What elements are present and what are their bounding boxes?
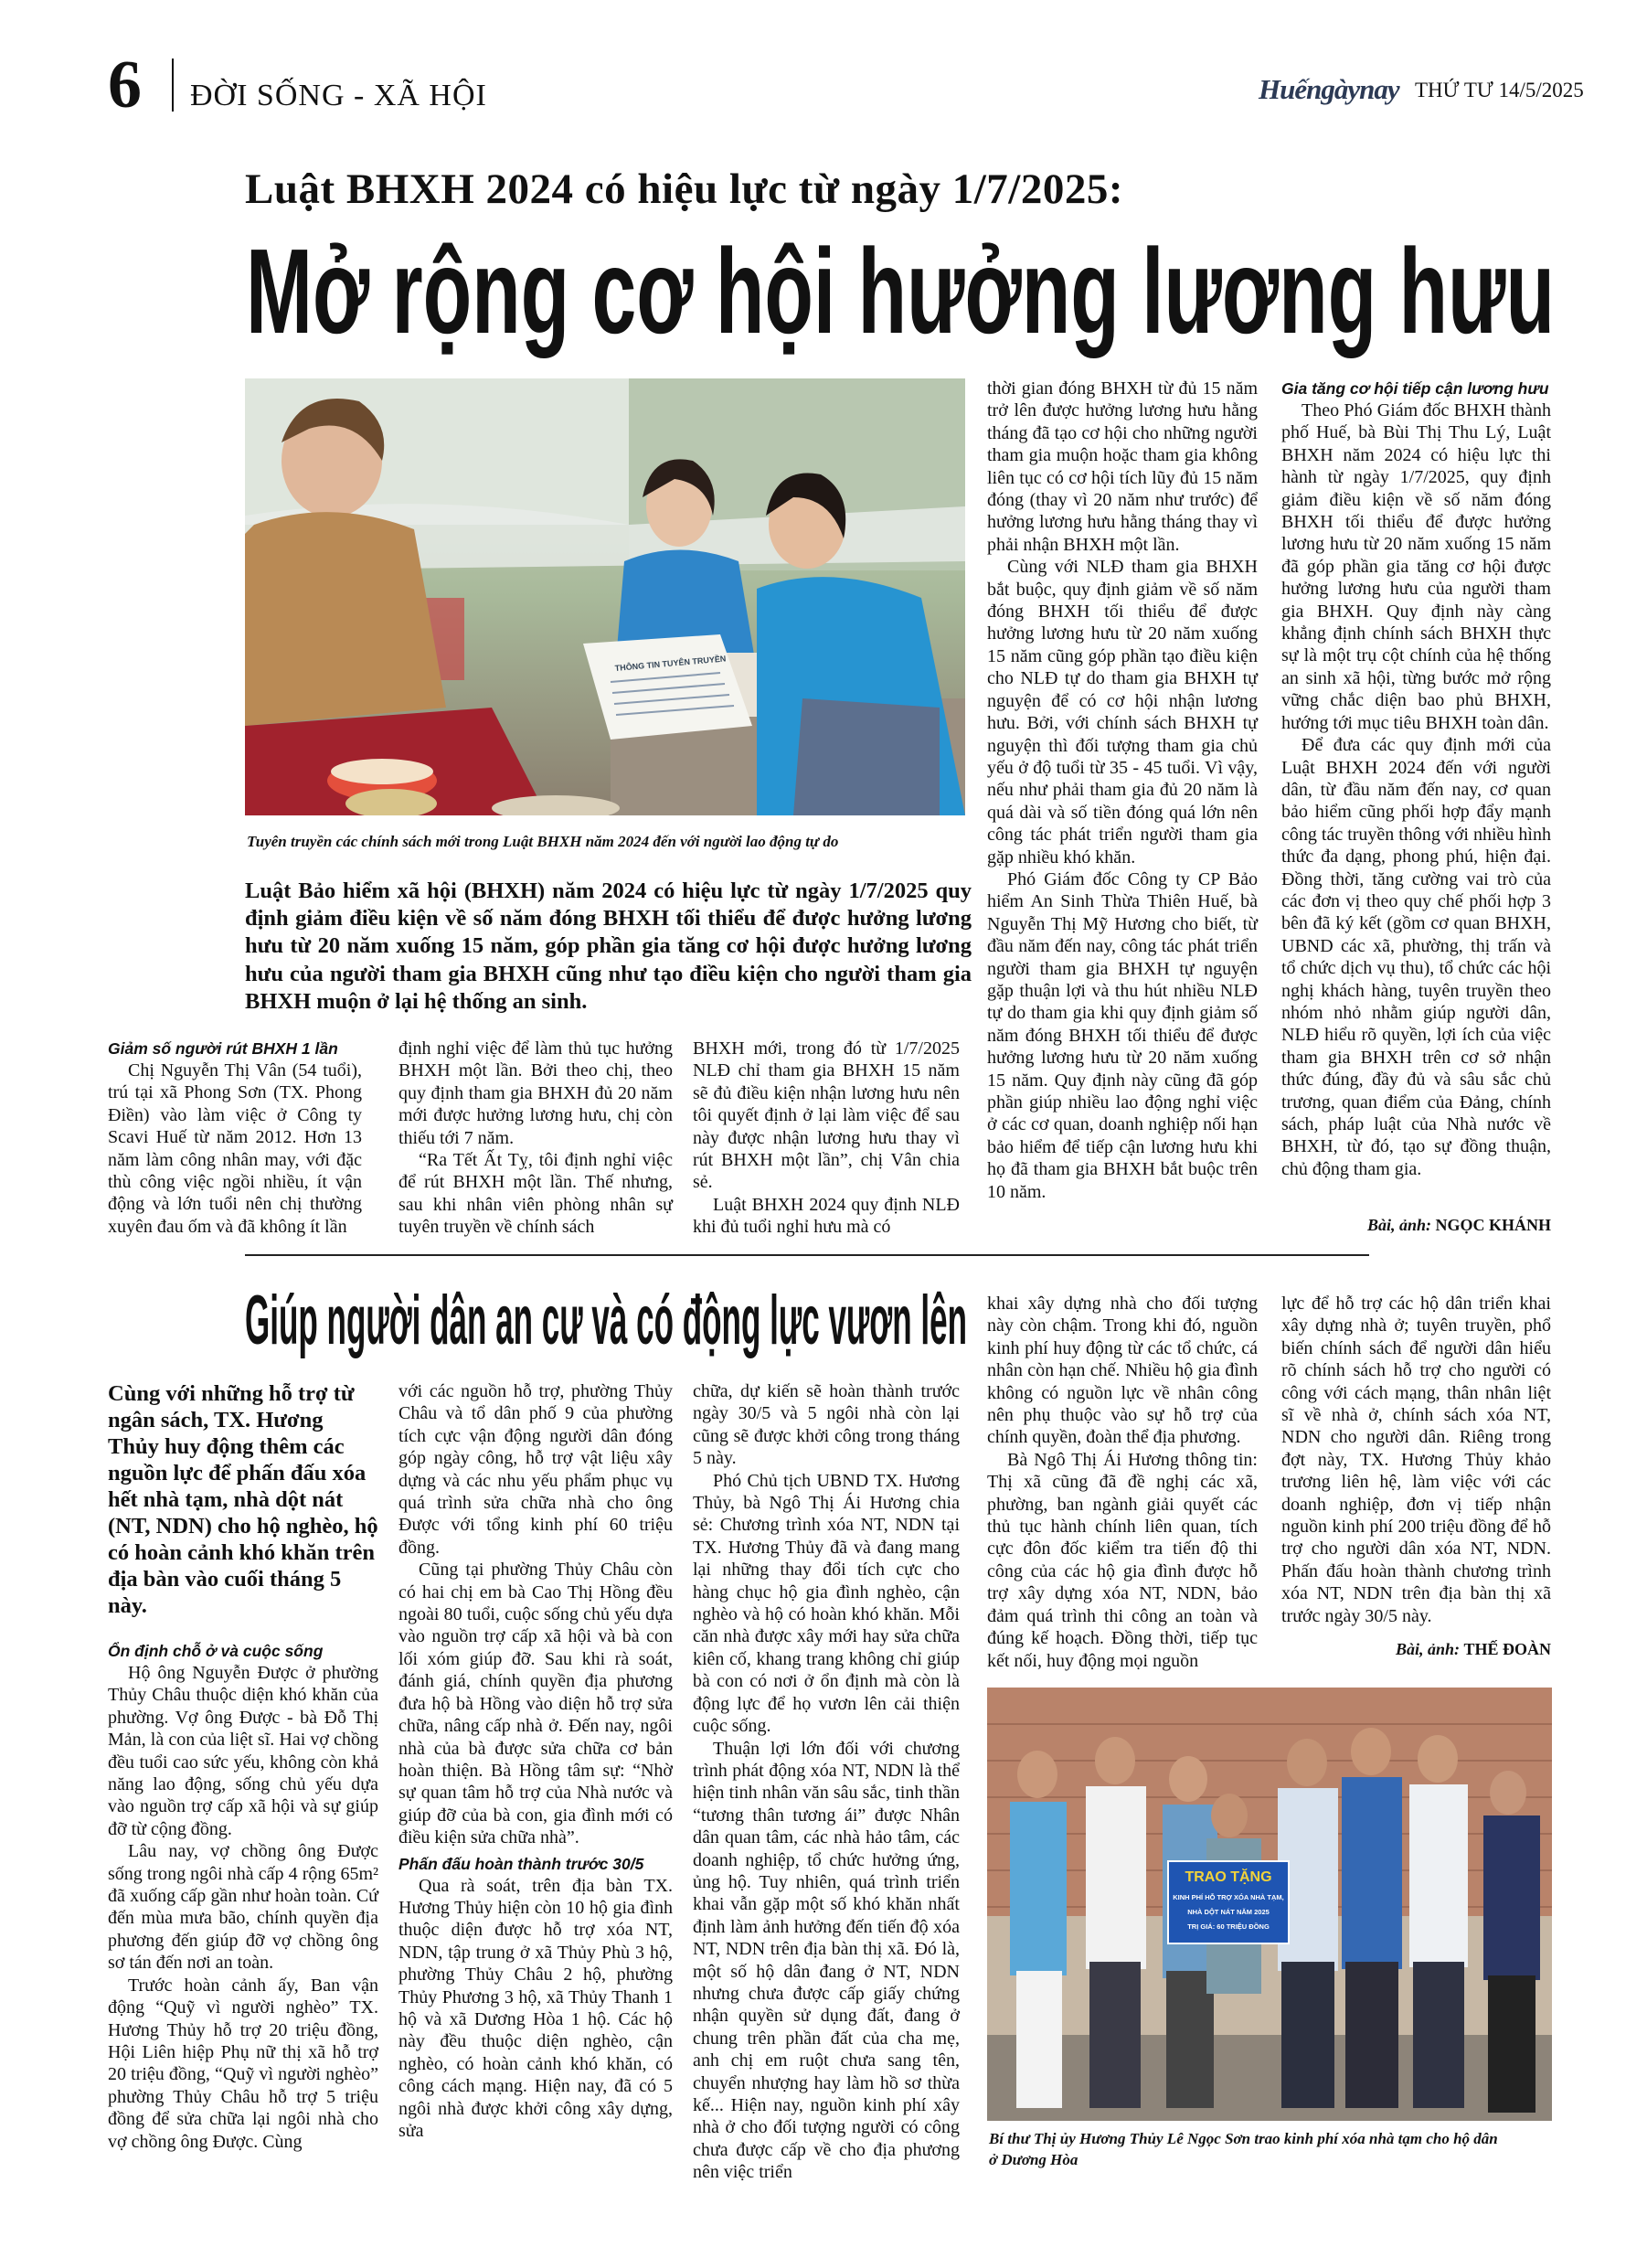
article1-col5	[1281, 378, 1551, 1180]
article2-col3	[693, 1380, 960, 2184]
paragraph: khai xây dựng nhà cho đối tượng này còn chậm. Trong khi đó, nguồn kinh phí huy động từ các tổ chức, cá nhân còn hạn chế. Nhiều hộ gia đình không có nguồn lực về nhân công nên phụ thuộc vào sự hỗ trợ của chính quyền, đoàn thể địa phương.	[987, 1294, 1258, 1448]
issue-date: THỨ TƯ 14/5/2025	[1415, 79, 1584, 101]
photo-interview-illustration	[245, 378, 965, 815]
subheading: Ổn định chỗ ở và cuộc sống	[108, 1642, 324, 1660]
article2-col1	[108, 1640, 378, 2153]
paragraph: “Ra Tết Ất Tỵ, tôi định nghỉ việc để rút BHXH một lần. Thế nhưng, sau khi nhân viên phòng nhân sự tuyên truyền về chính sách	[398, 1150, 673, 1238]
paragraph: Hộ ông Nguyễn Được ở phường Thủy Châu thuộc diện khó khăn của phường. Vợ ông Được - bà Đỗ Thị Mản, là con của liệt sĩ. Hai vợ chồng đều tuổi cao sức yếu, không còn khả năng lao động, sống chủ yếu dựa vào nguồn trợ cấp xã hội và sự giúp đỡ từ cộng đồng.	[108, 1663, 378, 1839]
article2-credit	[1281, 1640, 1551, 1659]
credit-prefix: Bài, ảnh:	[1395, 1640, 1460, 1658]
paragraph: BHXH mới, trong đó từ 1/7/2025 NLĐ chỉ tham gia BHXH 15 năm sẽ đủ điều kiện nhận lương hưu nên tôi quyết định ở lại làm việc để sau này được nhận lương hưu thay vì rút BHXH một lần”, chị Vân chia sẻ.	[693, 1038, 960, 1193]
credit-name: THẾ ĐOÀN	[1463, 1640, 1551, 1658]
banner-line1: TRAO TẶNG	[1185, 1869, 1272, 1885]
subheading: Giảm số người rút BHXH 1 lần	[108, 1039, 338, 1058]
photo-handover-illustration	[987, 1688, 1552, 2121]
paragraph: Lâu nay, vợ chồng ông Được sống trong ngôi nhà cấp 4 rộng 65m² đã xuống cấp gần như hoàn toàn. Cứ đến mùa mưa bão, chính quyền địa phương đến giúp đỡ vợ chồng ông sơ tán đến nơi an toàn.	[108, 1841, 378, 1974]
article-separator	[245, 1254, 1369, 1256]
paragraph: Trước hoàn cảnh ấy, Ban vận động “Quỹ vì người nghèo” TX. Hương Thủy hỗ trợ 20 triệu đồng, Hội Liên hiệp Phụ nữ thị xã hỗ trợ 20 triệu đồng, “Quỹ vì người nghèo” phường Thủy Châu hỗ trợ 5 triệu đồng để sửa chữa lại ngôi nhà cho vợ chồng ông Được. Cùng	[108, 1975, 378, 2152]
article1-col1	[108, 1038, 362, 1238]
article1-col2	[398, 1038, 673, 1239]
article2-col4	[987, 1293, 1258, 1672]
paragraph: với các nguồn hỗ trợ, phường Thủy Châu và tổ dân phố 9 của phường tích cực vận động người dân đóng góp ngày công, hỗ trợ vật liệu xây dựng và các nhu yếu phẩm phục vụ quá trình sửa chữa nhà cho ông Được với tổng kinh phí 60 triệu đồng.	[398, 1381, 673, 1558]
paragraph: chữa, dự kiến sẽ hoàn thành trước ngày 30/5 và 5 ngôi nhà còn lại cũng sẽ được khởi công trong tháng 5 này.	[693, 1381, 960, 1469]
paragraph: Thuận lợi lớn đối với chương trình phát động xóa NT, NDN là thể hiện tinh nhân văn sâu sắc, tinh thần “tương thân tương ái” được Nhân dân quan tâm, các nhà hảo tâm, các doanh nghiệp, tổ chức hưởng ứng, ủng hộ. Tuy nhiên, quá trình triển khai vẫn gặp một số khó khăn nhất định làm ảnh hưởng đến tiến độ xóa NT, NDN trên địa bàn thị xã. Đó là, một số hộ dân đang ở NT, NDN nhưng chưa được cấp giấy chứng nhận quyền sử dụng đất, đang ở chung trên phần đất của cha mẹ, anh chị em ruột chưa sang tên, chuyển nhượng hay làm hồ sơ thừa kế... Hiện nay, nguồn kinh phí xây nhà ở cho đối tượng người có công chưa được cấp về cho địa phương nên việc triển	[693, 1738, 960, 2183]
section-name: ĐỜI SỐNG - XÃ HỘI	[190, 79, 487, 112]
title-text: Giúp người dân an cư và có động lực vươn lên	[245, 1282, 967, 1359]
article1-lead: Luật Bảo hiểm xã hội (BHXH) năm 2024 có hiệu lực từ ngày 1/7/2025 quy định giảm điều kiện về số năm đóng BHXH tối thiểu để được hưởng lương hưu từ 20 năm xuống 15 năm, góp phần gia tăng cơ hội được hưởng lương hưu của người tham gia BHXH cũng như tạo điều kiện cho người tham gia BHXH muộn ở lại hệ thống an sinh.	[245, 878, 972, 1014]
banner-line3: NHÀ DỘT NÁT NĂM 2025	[1187, 1908, 1270, 1916]
article1-col3	[693, 1038, 960, 1239]
title-svg	[243, 1276, 969, 1358]
article1-col4	[987, 378, 1258, 1203]
article1-credit	[1281, 1216, 1551, 1235]
paragraph: lực để hỗ trợ các hộ dân triển khai xây dựng nhà ở; tuyên truyền, phổ biến chính sách để người dân hiểu rõ chính sách hỗ trợ cho người có công với cách mạng, thân nhân liệt sĩ về nhà ở, chính sách xóa NT, NDN cho người dân. Riêng trong đợt này, TX. Hương Thủy khảo trương liên hệ, làm việc với các doanh nghiệp, đơn vị tiếp nhận nguồn kinh phí 200 triệu đồng để hỗ trợ cho người dân xóa NT, NDN. Phấn đấu hoàn thành chương trình xóa NT, NDN trên địa bàn thị xã trước ngày 30/5 này.	[1281, 1294, 1551, 1626]
subheading: Phấn đấu hoàn thành trước 30/5	[398, 1854, 644, 1873]
paragraph: định nghỉ việc để làm thủ tục hưởng BHXH một lần. Bởi theo chị, theo quy định tham gia BHXH đủ 20 năm mới được hưởng lương hưu, chị còn thiếu tới 7 năm.	[398, 1038, 673, 1148]
page-number: 6	[108, 48, 142, 122]
article-kicker: Luật BHXH 2024 có hiệu lực từ ngày 1/7/2025:	[245, 165, 1123, 213]
paragraph: Qua rà soát, trên địa bàn TX. Hương Thủy hiện còn 10 hộ gia đình thuộc diện được hỗ trợ xóa NT, NDN, tập trung ở xã Thủy Phù 3 hộ, phường Thủy Châu 2 hộ, phường Thủy Phương 3 hộ, xã Thủy Thanh 1 hộ và xã Dương Hòa 1 hộ. Các hộ này đều thuộc diện nghèo, cận nghèo, có hoàn cảnh khó khăn, có công cách mạng. Hiện nay, đã có 5 ngôi nhà được khởi công xây dựng, sửa	[398, 1875, 673, 2141]
subheading: Gia tăng cơ hội tiếp cận lương hưu	[1281, 379, 1549, 398]
banner-line4: TRỊ GIÁ: 60 TRIỆU ĐỒNG	[1187, 1922, 1270, 1931]
article1-photo	[245, 378, 965, 815]
paragraph: Để đưa các quy định mới của Luật BHXH 2024 đến với người dân, từ đầu năm đến nay, cơ quan bảo hiểm cũng phối hợp đẩy mạnh công tác truyền thông với nhiều hình thức đa dạng, phong phú, hiện đại. Đồng thời, tăng cường vai trò của các đơn vị theo quy chế phối hợp 3 bên đã ký kết (gồm cơ quan BHXH, UBND các xã, phường, thị trấn và tổ chức dịch vụ thu), tổ chức các hội nghị khách hàng, tuyên truyền theo nhóm nhỏ nhằm giúp người dân, NLĐ hiểu rõ quyền, lợi ích của việc tham gia BHXH trên cơ sở nhận thức đúng, đầy đủ và sâu sắc chủ trương, quan điểm của Đảng, chính sách, pháp luật của Nhà nước về BHXH, từ đó, tạo sự đồng thuận, chủ động tham gia.	[1281, 735, 1551, 1179]
banner-line2: KINH PHÍ HỖ TRỢ XÓA NHÀ TẠM,	[1173, 1893, 1284, 1901]
credit-name: NGỌC KHÁNH	[1435, 1216, 1551, 1234]
title-svg	[243, 221, 1559, 358]
paragraph: Bà Ngô Thị Ái Hương thông tin: Thị xã cũng đã đề nghị các xã, phường, ban ngành giải quyết các thủ tục hành chính liên quan, tích cực đôn đốc kiểm tra tiến độ thi công của các hộ gia đình được hỗ trợ xây dựng xóa NT, NDN, bảo đảm quá trình thi công an toàn và đúng kế hoạch. Đồng thời, tiếp tục kết nối, huy động mọi nguồn	[987, 1449, 1258, 1671]
article2-title	[243, 1276, 969, 1358]
article2-lead: Cùng với những hỗ trợ từ ngân sách, TX. Hương Thủy huy động thêm các nguồn lực để phấn đấu xóa hết nhà tạm, nhà dột nát (NT, NDN) cho hộ nghèo, hộ có hoàn cảnh khó khăn trên địa bàn vào cuối tháng 5 này.	[108, 1381, 378, 1618]
article2-photo	[987, 1688, 1552, 2121]
article2-col5	[1281, 1293, 1551, 1627]
article2-col2	[398, 1380, 673, 2142]
article-title	[243, 221, 1559, 358]
paragraph: Chị Nguyễn Thị Vân (54 tuổi), trú tại xã Phong Sơn (TX. Phong Điền) vào làm việc ở Công ty Scavi Huế từ năm 2012. Hơn 13 năm làm công nhân may, với đặc thù công việc ngồi nhiều, ít vận động và lớn tuổi nên chị thường xuyên đau ốm và đã không ít lần	[108, 1060, 362, 1237]
photo-paper-text: THÔNG TIN TUYÊN TRUYỀN	[614, 654, 727, 673]
paragraph: Luật BHXH 2024 quy định NLĐ khi đủ tuổi nghỉ hưu mà có	[693, 1194, 960, 1238]
paragraph: Cũng tại phường Thủy Châu còn có hai chị em bà Cao Thị Hồng đều ngoài 80 tuổi, cuộc sống chủ yếu dựa vào nguồn trợ cấp xã hội và bà con lối xóm giúp đỡ. Sau khi rà soát, đánh giá, chính quyền địa phương đưa hộ bà Hồng vào diện hỗ trợ sửa chữa, nâng cấp nhà ở. Đến nay, ngôi nhà của bà được sửa chữa cơ bản hoàn thiện. Bà Hồng tâm sự: “Nhờ sự quan tâm hỗ trợ của Nhà nước và giúp đỡ của bà con, gia đình mới có điều kiện sửa chữa nhà”.	[398, 1560, 673, 1848]
header-divider	[172, 59, 174, 112]
paragraph: Theo Phó Giám đốc BHXH thành phố Huế, bà Bùi Thị Thu Lý, Luật BHXH năm 2024 có hiệu lực thi hành từ ngày 1/7/2025, quy định giảm điều kiện về số năm đóng BHXH tối thiểu để được hưởng lương hưu từ 20 năm xuống 15 năm đã góp phần gia tăng cơ hội được hưởng lương hưu của người tham gia BHXH. Quy định này càng khẳng định chính sách BHXH thực sự là một trụ cột chính của hệ thống an sinh xã hội, từng bước mở rộng vững chắc diện bao phủ BHXH, hướng tới mục tiêu BHXH toàn dân.	[1281, 400, 1551, 733]
title-text: Mở rộng cơ hội hưởng lương hưu	[246, 224, 1555, 358]
paragraph: Cùng với NLĐ tham gia BHXH bắt buộc, quy định giảm về số năm đóng BHXH tối thiểu để được hưởng lương hưu từ 20 năm xuống 15 năm cũng góp phần tạo điều kiện cho NLĐ tự do tham gia BHXH tự nguyện để có cơ hội nhận lương hưu. Bởi, với chính sách BHXH tự nguyện thì đối tượng tham gia chủ yếu ở độ tuổi từ 35 - 45 tuổi. Vì vậy, nếu như phải tham gia đủ 20 năm là quá dài và số tiền đóng quá lớn nên công tác phát triển người tham gia gặp nhiều khó khăn.	[987, 557, 1258, 868]
paragraph: Phó Giám đốc Công ty CP Bảo hiểm An Sinh Thừa Thiên Huế, bà Nguyễn Thị Mỹ Hương cho biết, từ đầu năm đến nay, công tác phát triển người tham gia BHXH tự nguyện gặp thuận lợi và thu hút nhiều NLĐ tự do tham gia khi quy định giảm số năm đóng BHXH tối thiểu để được hưởng lương hưu từ 20 năm xuống 15 năm. Quy định này cũng đã góp phần giúp nhiều lao động nghỉ việc ở các cơ quan, doanh nghiệp nối hạn bảo hiểm để tiếp cận lương hưu khi họ đã tham gia BHXH bắt buộc trên 10 năm.	[987, 868, 1258, 1202]
paragraph: Phó Chủ tịch UBND TX. Hương Thủy, bà Ngô Thị Ái Hương chia sẻ: Chương trình xóa NT, NDN tại TX. Hương Thủy đã và đang mang lại những thay đổi tích cực cho hàng chục hộ gia đình nghèo, cận nghèo và hộ có hoàn khó khăn. Mỗi căn nhà được xây mới hay sửa chữa kiên cố, khang trang không chỉ giúp bà con có nơi ở ổn định mà còn là động lực để họ vươn lên cải thiện cuộc sống.	[693, 1470, 960, 1737]
article2-photo-caption: Bí thư Thị ủy Hương Thủy Lê Ngọc Sơn trao kinh phí xóa nhà tạm cho hộ dân ở Dương Hòa	[989, 2130, 1498, 2168]
paper-logo: Huếngàynay	[1259, 73, 1399, 105]
article1-photo-caption: Tuyên truyền các chính sách mới trong Luật BHXH năm 2024 đến với người lao động tự do	[247, 833, 839, 850]
paragraph: thời gian đóng BHXH từ đủ 15 năm trở lên được hưởng lương hưu hằng tháng đã tạo cơ hội cho những người tham gia muộn hoặc tham gia không liên tục có cơ hội tích lũy đủ 15 năm đóng (thay vì 20 năm như trước) để hưởng lương hưu hằng tháng thay vì phải nhận BHXH một lần.	[987, 378, 1258, 555]
credit-prefix: Bài, ảnh:	[1366, 1216, 1431, 1234]
